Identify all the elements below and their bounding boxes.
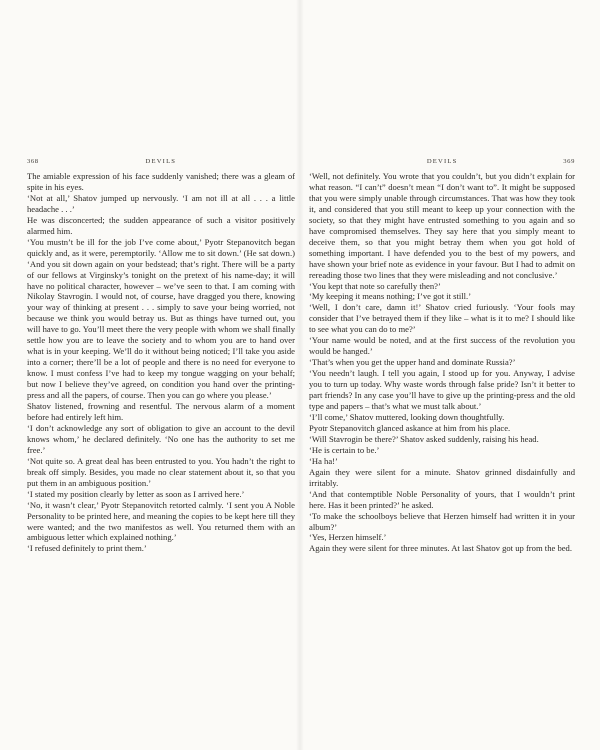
paragraph: ‘Yes, Herzen himself.’ [309,532,387,543]
paragraph: He was disconcerted; the sudden appearance of such a visitor positively alarmed him. [27,214,295,236]
paragraph: ‘Not quite so. A great deal has been entrusted to you. You hadn’t the right to break off simply. Besides, you made no clear statement about it, so that you put them in an ambiguous position.’ [27,455,295,488]
paragraph: ‘I don’t acknowledge any sort of obligation to give an account to the devil knows whom,’ he declared definitely. ‘No one has the authority to set me free.’ [27,422,295,455]
right-running-title: DEVILS [426,158,458,165]
paragraph: ‘No, it wasn’t clear,’ Pyotr Stepanovitch retorted calmly. ‘I sent you A Noble Personality to be printed here, and meaning the copies to be kept here till they were wanted; and the two manifestos as well. You returned them with an ambiguous letter which explained nothing.’ [27,499,295,543]
left-page-text [27,171,295,554]
paragraph: ‘Not at all,’ Shatov jumped up nervously. ‘I am not ill at all . . . a little headache . . .’ [27,192,295,214]
paragraph: ‘And that contemptible Noble Personality of yours, that I wouldn’t print here. Has it been printed?’ he asked. [309,488,575,510]
paragraph: ‘Well, I don’t care, damn it!’ Shatov cried furiously. ‘Your fools may consider that I’ve betrayed them if they like – what is it to me? I should like to see what you can do to me?’ [309,302,575,335]
paragraph: ‘I’ll come,’ Shatov muttered, looking down thoughtfully. [309,411,505,422]
paragraph: ‘That’s when you get the upper hand and dominate Russia?’ [309,357,516,368]
paragraph: ‘Will Stavrogin be there?’ Shatov asked suddenly, raising his head. [309,433,539,444]
right-page-number: 369 [563,158,575,165]
paragraph: The amiable expression of his face suddenly vanished; there was a gleam of spite in his eyes. [27,171,295,192]
paragraph: Shatov listened, frowning and resentful. The nervous alarm of a moment before had entirely left him. [27,401,295,422]
right-page-text [309,171,575,554]
paragraph: ‘To make the schoolboys believe that Herzen himself had written it in your album?’ [309,510,575,532]
paragraph: ‘Well, not definitely. You wrote that you couldn’t, but you didn’t explain for what reason. “I can’t” doesn’t mean “I don’t want to”. It might be supposed that you were simply unable through circumstances. That was how they took it, and considered that you still meant to keep up your connection with the society, so that they might have entrusted something to you again and so have compromised themselves. They say here that you simply meant to deceive them, so that you might betray them when you got hold of something important. I have defended you to the best of my powers, and have shown your brief note as evidence in your favour. But I had to admit on rereading those two lines that they were misleading and not conclusive.’ [309,171,575,280]
left-page-header [27,158,295,167]
paragraph: Pyotr Stepanovitch glanced askance at him from his place. [309,422,511,433]
paragraph: ‘I refused definitely to print them.’ [27,543,147,554]
paragraph: Again they were silent for a minute. Shatov grinned disdainfully and irritably. [309,466,575,488]
paragraph: Again they were silent for three minutes. At last Shatov got up from the bed. [309,543,573,554]
right-page-header [309,158,575,167]
paragraph: ‘I stated my position clearly by letter as soon as I arrived here.’ [27,488,245,499]
paragraph: ‘You needn’t laugh. I tell you again, I stood up for you. Anyway, I advise you to turn up today. Why waste words through false pride? Isn’t it better to part friends? In any case you’ll have to give up the printing-press and the old type and papers – that’s what we must talk about.’ [309,368,575,412]
paragraph: ‘You kept that note so carefully then?’ [309,280,441,291]
paragraph: ‘He is certain to be.’ [309,444,380,455]
paragraph: ‘Ha ha!’ [309,455,338,466]
paragraph: ‘You mustn’t be ill for the job I’ve come about,’ Pyotr Stepanovitch began quickly and, as it were, peremptorily. ‘Allow me to sit down.’ (He sat down.) ‘And you sit down again on your bedstead; that’s right. There will be a party of our fellows at Virginsky’s tonight on the pretext of his name-day; it will have no political character, however – we’ve seen to that. I am coming with Nikolay Stavrogin. I would not, of course, have dragged you there, knowing your way of thinking at present . . . simply to save your being worried, not because we think you would betray us. But as things have turned out, you will have to go. You’ll meet there the very people with whom we shall finally settle how you are to leave the society and to whom you are to hand over what is in your keeping. We’ll do it without being noticed; I’ll take you aside into a corner; there’ll be a lot of people and there is no need for everyone to know. I must confess I’ve had to keep my tongue wagging on your behalf; but now I believe they’ve agreed, on condition you hand over the printing-press and all the papers, of course. Then you can go where you please.’ [27,236,295,401]
left-running-title: DEVILS [145,158,177,165]
paragraph: ‘Your name would be noted, and at the first success of the revolution you would be hanged.’ [309,335,575,357]
right-page [309,158,575,554]
left-page [27,158,295,554]
paragraph: ‘My keeping it means nothing; I’ve got it still.’ [309,291,472,302]
left-page-number: 368 [27,158,39,165]
book-gutter [296,0,304,750]
